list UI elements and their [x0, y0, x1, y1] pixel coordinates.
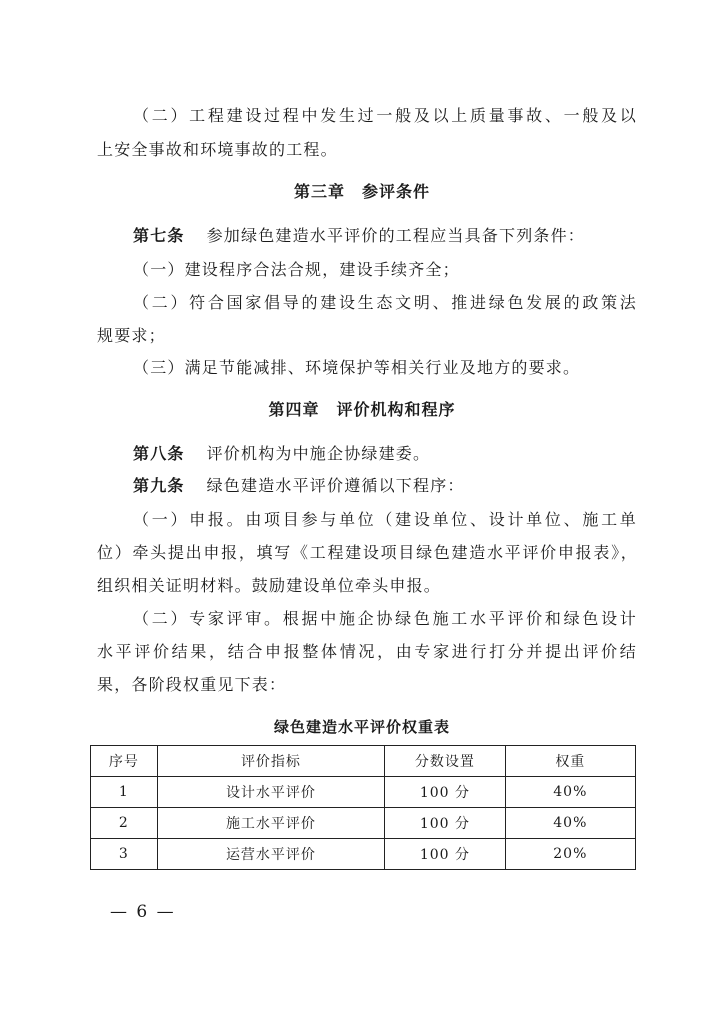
procedure-2-line-3: 果，各阶段权重见下表： — [97, 675, 287, 694]
procedure-1-line-1: （一）申报。由项目参与单位（建设单位、设计单位、施工单 — [133, 510, 637, 529]
paragraph-line: （二）工程建设过程中发生过一般及以上质量事故、一般及以 — [133, 106, 637, 125]
condition-2-line-2: 规要求； — [97, 326, 166, 345]
article-8 — [133, 444, 637, 464]
condition-3: （三）满足节能减排、环境保护等相关行业及地方的要求。 — [133, 358, 581, 377]
procedure-2-line-2: 水平评价结果，结合申报整体情况，由专家进行打分并提出评价结 — [97, 642, 637, 661]
table-caption: 绿色建造水平评价权重表 — [273, 718, 450, 736]
table-row — [91, 839, 636, 870]
table-header-row — [91, 746, 636, 777]
table-cell: 40% — [505, 777, 635, 808]
page-number: — 6 — — [110, 902, 176, 922]
article-9-text: 绿色建造水平评价遵循以下程序： — [206, 476, 465, 495]
table-cell: 运营水平评价 — [157, 839, 385, 870]
condition-2-line-1: （二）符合国家倡导的建设生态文明、推进绿色发展的政策法 — [133, 293, 637, 312]
header-cell: 权重 — [505, 746, 635, 777]
article-7-text: 参加绿色建造水平评价的工程应当具备下列条件： — [206, 226, 586, 245]
table-cell: 100 分 — [385, 808, 505, 839]
paragraph-line: 上安全事故和环境事故的工程。 — [97, 140, 338, 159]
table-cell: 施工水平评价 — [157, 808, 385, 839]
table-cell: 1 — [91, 777, 158, 808]
procedure-2-line-1: （二）专家评审。根据中施企协绿色施工水平评价和绿色设计 — [133, 609, 637, 628]
table-cell: 40% — [505, 808, 635, 839]
table-row — [91, 808, 636, 839]
header-cell: 评价指标 — [157, 746, 385, 777]
table-cell: 100 分 — [385, 777, 505, 808]
header-cell: 序号 — [91, 746, 158, 777]
procedure-1-line-3: 组织相关证明材料。鼓励建设单位牵头申报。 — [97, 576, 442, 595]
table-cell: 100 分 — [385, 839, 505, 870]
chapter-heading-4: 第四章 评价机构和程序 — [268, 400, 456, 419]
condition-1: （一）建设程序合法合规，建设手续齐全； — [133, 260, 460, 279]
table-row — [91, 777, 636, 808]
table-cell: 20% — [505, 839, 635, 870]
header-cell: 分数设置 — [385, 746, 505, 777]
article-7-label: 第七条 — [133, 226, 185, 245]
article-9-label: 第九条 — [133, 476, 185, 495]
table-cell: 3 — [91, 839, 158, 870]
procedure-1-line-2: 位）牵头提出申报，填写《工程建设项目绿色建造水平评价申报表》， — [97, 543, 637, 562]
article-8-label: 第八条 — [133, 444, 185, 463]
article-8-text: 评价机构为中施企协绿建委。 — [206, 444, 431, 463]
article-9 — [133, 476, 637, 496]
table-cell: 2 — [91, 808, 158, 839]
weights-table — [90, 745, 636, 870]
article-7 — [133, 226, 637, 246]
chapter-heading-3: 第三章 参评条件 — [293, 182, 430, 201]
table-cell: 设计水平评价 — [157, 777, 385, 808]
